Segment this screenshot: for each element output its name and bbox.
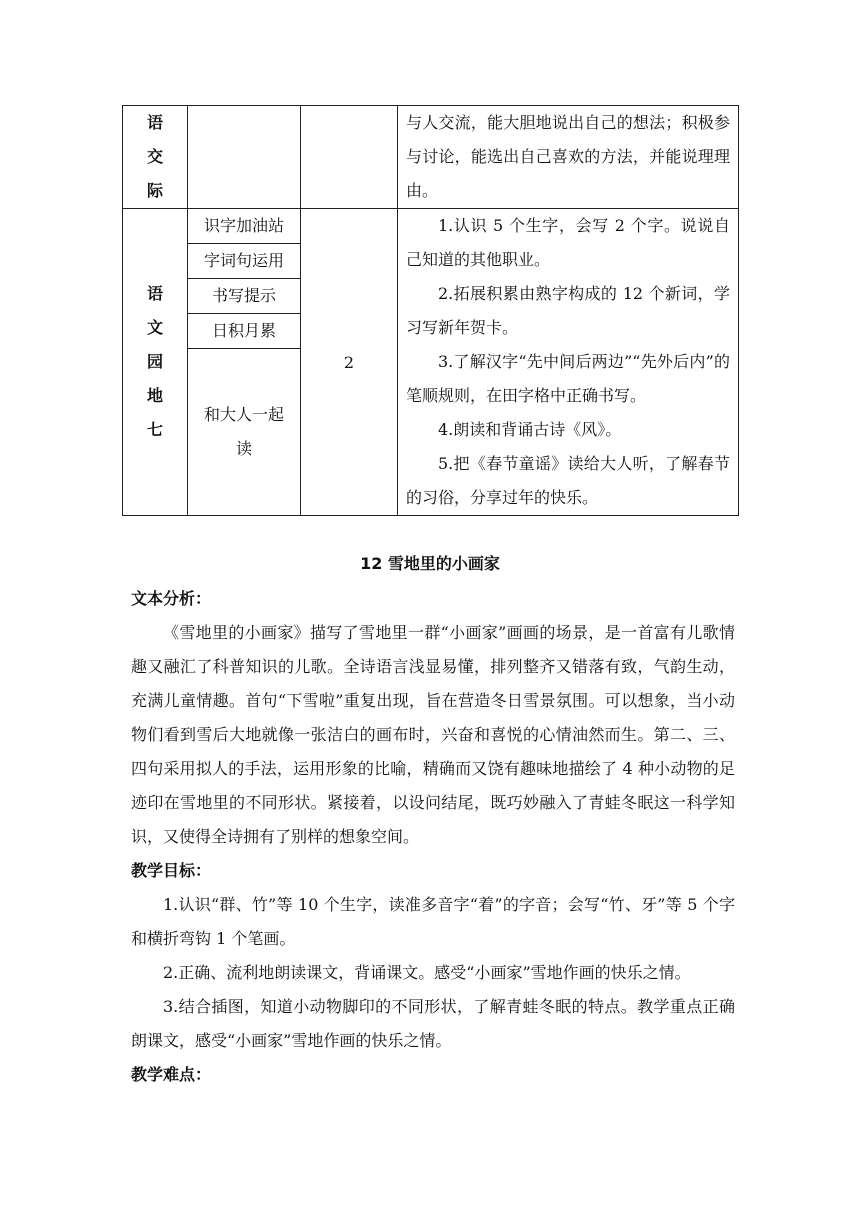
hours-cell [301, 106, 398, 209]
subitem-cell [188, 106, 301, 209]
goals-heading: 教学目标： [131, 861, 212, 880]
lesson-plan-table [122, 105, 739, 516]
goals-cell: 1.认识 5 个生字，会写 2 个字。说说自己知道的其他职业。 2.拓展积累由熟字构成的 12 个新词，学习写新年贺卡。 3.了解汉字“先中间后两边”“先外后内”的笔顺规则，在田字格中正确书写。 4.朗读和背诵古诗《风》。 5.把《春节童谣》读给大人听，了解春节的习俗，分享过年的快乐。 [398, 209, 739, 516]
lesson-title: 12 雪地里的小画家 [360, 554, 500, 573]
goal-item: 3.结合插图，知道小动物脚印的不同形状，了解青蛙冬眠的特点。教学重点正确朗课文，感受“小画家”雪地作画的快乐之情。 [131, 997, 735, 1050]
goal-item: 1.认识“群、竹”等 10 个生字，读准多音字“着”的字音；会写“竹、牙”等 5 个字和横折弯钩 1 个笔画。 [131, 895, 735, 948]
hours-cell: 2 [301, 209, 398, 516]
subitem-cell: 和大人一起读 [188, 349, 301, 516]
category-cell: 语 文 园 地 七 [123, 209, 188, 516]
category-cell: 语 交 际 [123, 106, 188, 209]
analysis-heading: 文本分析： [131, 589, 212, 608]
table-row [123, 209, 739, 244]
table-row [123, 106, 739, 209]
difficulty-heading: 教学难点： [131, 1065, 212, 1084]
subitem-cell: 日积月累 [188, 314, 301, 349]
goal-item: 2.正确、流利地朗读课文，背诵课文。感受“小画家”雪地作画的快乐之情。 [163, 963, 691, 982]
subitem-cell: 书写提示 [188, 279, 301, 314]
subitem-cell: 识字加油站 [188, 209, 301, 244]
description-cell: 与人交流，能大胆地说出自己的想法；积极参与讨论，能选出自己喜欢的方法，并能说理理由。 [398, 106, 739, 209]
analysis-paragraph: 《雪地里的小画家》描写了雪地里一群“小画家”画画的场景，是一首富有儿歌情趣又融汇了科普知识的儿歌。全诗语言浅显易懂，排列整齐又错落有致，气韵生动，充满儿童情趣。首句“下雪啦”重复出现，旨在营造冬日雪景氛围。可以想象，当小动物们看到雪后大地就像一张洁白的画布时，兴奋和喜悦的心情油然而生。第二、三、四句采用拟人的手法，运用形象的比喻，精确而又饶有趣味地描绘了 4 种小动物的足迹印在雪地里的不同形状。紧接着，以设问结尾，既巧妙融入了青蛙冬眠这一科学知识，又使得全诗拥有了别样的想象空间。 [131, 623, 735, 846]
subitem-cell: 字词句运用 [188, 244, 301, 279]
lesson-body [131, 582, 735, 1092]
